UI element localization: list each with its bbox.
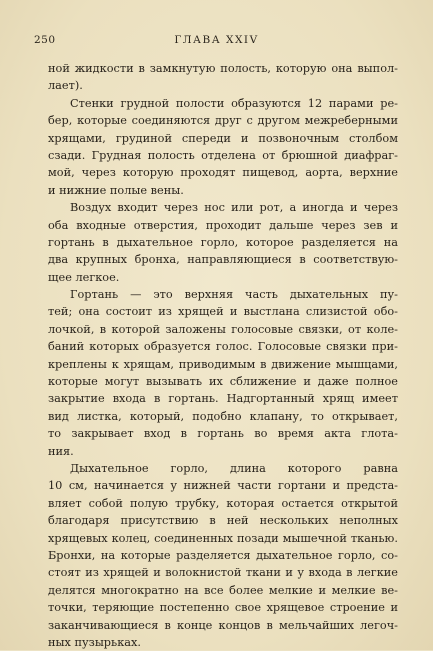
text-line: лочкой, в которой заложены голосовые связки, от коле- xyxy=(48,322,398,336)
text-line: благодаря присутствию в ней нескольких неполных xyxy=(48,514,398,528)
text-line: ния. xyxy=(48,444,74,458)
text-line: лает). xyxy=(48,79,83,93)
text-line: сзади. Грудная полость отделена от брюшной диафраг- xyxy=(48,148,398,162)
text-line: баний которых образуется голос. Голосовые связки при- xyxy=(48,340,398,354)
text-line: хрящами, грудиной спереди и позвоночным столбом xyxy=(48,131,398,145)
text-line: Гортань — это верхняя часть дыхательных пу- xyxy=(70,288,398,302)
text-line: и нижние полые вены. xyxy=(48,183,184,197)
text-line: щее легкое. xyxy=(48,270,120,284)
chapter-running-head: ГЛАВА XXIV xyxy=(174,34,259,46)
page-number: 250 xyxy=(34,34,56,46)
text-line: гортань в дыхательное горло, которое разделяется на xyxy=(48,235,398,249)
text-line: 10 см, начинается у нижней части гортани и предста- xyxy=(48,479,398,493)
text-line: которые могут вызывать их сближение и даже полное xyxy=(48,375,398,389)
text-line: точки, теряющие постепенно свое хрящевое строение и xyxy=(48,601,398,615)
text-line: вляет собой полую трубку, которая остается открытой xyxy=(48,496,398,510)
text-line: два крупных бронха, направляющиеся в соответствую- xyxy=(48,253,398,267)
text-line: тей; она состоит из хрящей и выстлана слизистой обо- xyxy=(48,305,398,319)
text-line: креплены к хрящам, приводимым в движение мышцами, xyxy=(48,357,398,371)
text-line: стоят из хрящей и волокнистой ткани и у входа в легкие xyxy=(48,566,398,580)
body-text xyxy=(48,60,398,651)
text-line: закрытие входа в гортань. Надгортанный хрящ имеет xyxy=(48,392,398,406)
text-line: Дыхательное горло, длина которого равна xyxy=(70,461,398,475)
text-line: Стенки грудной полости образуются 12 парами ре- xyxy=(70,96,398,110)
text-line: делятся многократно на все более мелкие и мелкие ве- xyxy=(48,583,398,597)
text-line: заканчивающиеся в конце концов в мельчайших легоч- xyxy=(48,618,398,632)
text-line: ной жидкости в замкнутую полость, которую она выпол- xyxy=(48,62,398,75)
page-header xyxy=(34,34,399,50)
text-line: мой, через которую проходят пищевод, аорта, верхние xyxy=(48,166,398,180)
text-line: оба входные отверстия, проходит дальше через зев и xyxy=(48,218,398,232)
text-line: ных пузырьках. xyxy=(48,635,141,649)
text-line: то закрывает вход в гортань во время акта глота- xyxy=(48,427,398,441)
text-line: Воздух входит через нос или рот, а иногда и через xyxy=(70,201,398,215)
text-line: бер, которые соединяются друг с другом межреберными xyxy=(48,114,398,128)
text-line: Бронхи, на которые разделяется дыхательное горло, со- xyxy=(48,548,398,562)
text-line: хрящевых колец, соединенных позади мышечной тканью. xyxy=(48,531,398,545)
text-line: вид листка, который, подобно клапану, то открывает, xyxy=(48,409,398,423)
